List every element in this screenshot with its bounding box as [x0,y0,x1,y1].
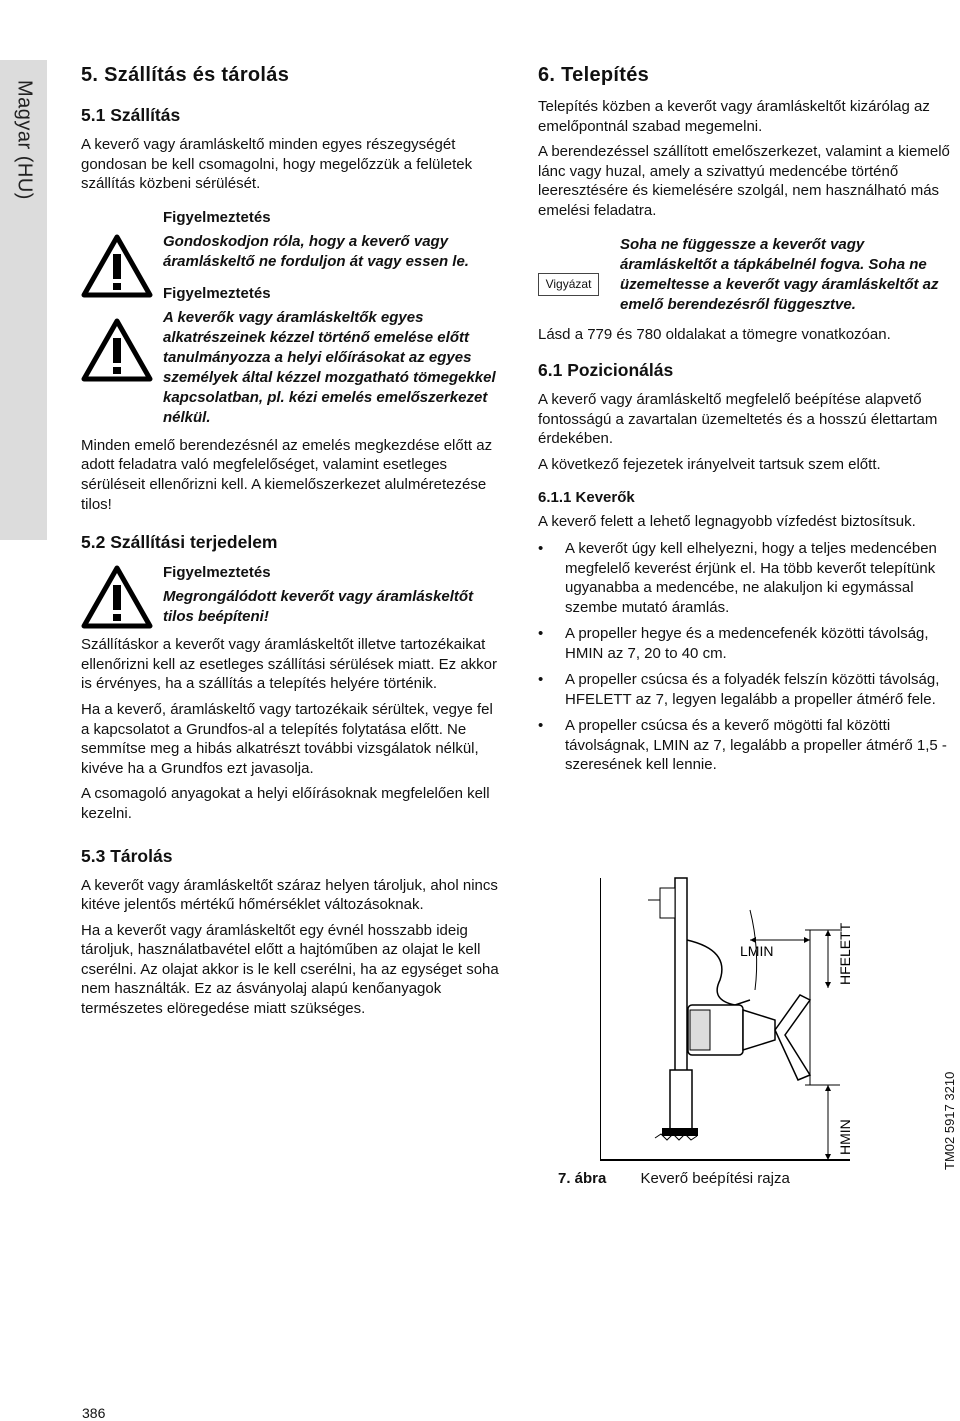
drawing-code: TM02 5917 3210 [942,1071,957,1170]
section-5-1-paragraph-1: A keverő vagy áramláskeltő minden egyes részegységét gondosan be kell csomagolni, hogy megelőzzük a felületek szállítás közbeni sérülését. [81,136,473,193]
caution-block [538,235,958,315]
section-6-1-heading: 6.1 Pozicionálás [538,360,674,381]
section-5-2-paragraph-2: Ha a keverő, áramláskeltő vagy tartozékaik sérültek, vegye fel a kapcsolatot a Grundfos-al a telepítés folytatása előtt. Ne semmítse meg a hibás alkatrészt további vizsgálatok nélkül, kivéve ha a Grundfos ezt javasolja. [81,700,493,777]
list-item: • A propeller hegye és a medencefenék közötti távolság, HMIN az 7, 20 to 40 cm. [538,624,958,663]
section-5-3-heading: 5.3 Tárolás [81,845,173,866]
language-side-tab [0,60,47,540]
list-item: • A propeller csúcsa és a folyadék felszín közötti távolság, HFELETT az 7, legyen legalább a propeller átmérő fele. [538,670,958,709]
section-5-1-paragraph-2: Minden emelő berendezésnél az emelés megkezdése előtt az adott feladatra való megfelelőséget, valamint esetleges sérüléseit ellenőrizni kell. A kiemelőszerkezet alulméretezése tilos! [81,436,493,513]
figure-number: 7. ábra [558,1170,607,1187]
figure-caption [558,1170,790,1187]
warning-block-3 [81,563,501,627]
warning-1-title: Figyelmeztetés [163,208,271,226]
caution-body: Soha ne függessze a keverőt vagy áramláskeltőt a tápkábelnél fogva. Soha ne üzemeltesse a keverőt vagy áramláskeltőt az emelő berendezésről függesztve. [620,235,939,313]
warning-2-body: A keverők vagy áramláskeltők egyes alkatrészeinek kézzel történő emelése előtt tanulmányozza a helyi előírásokat az egyes személyek által kézzel mozgatható tömegekkel kapcsolatban, pl. kézi emelés emelőszerkezet nélkül. [163,308,496,426]
section-6-1-paragraph-2: A következő fejezetek irányelveit tartsuk szem előtt. [538,455,881,473]
section-5-3-paragraph-2: Ha a keverőt vagy áramláskeltőt egy évnél hosszabb ideig tároljuk, használatbavétel előtt a hajtóműben az olajat le kell cserélni. Az olajat akkor is le kell cserélni, ha az egységet soha nem használták. Ez az ásványolaj alapú kenőanyagok természetes elöregedése miatt szükséges. [81,921,499,1018]
section-6-paragraph-2: A berendezéssel szállított emelőszerkezet, valamint a kiemelő lánc vagy huzal, amely a szivattyú medencébe történő leeresztésére és kiemelésére szolgál, nem használható más emelési feladatra. [538,143,950,219]
warning-3-body: Megrongálódott keverőt vagy áramláskeltőt tilos beépíteni! [163,588,474,626]
mixer-installation-drawing [600,870,860,1165]
section-6-paragraph-1: Telepítés közben a keverőt vagy áramláskeltőt kizárólag az emelőpontnál szabad megemelni. [538,98,930,135]
list-item: • A propeller csúcsa és a keverő mögötti fal közötti távolságnak, LMIN az 7, legalább a propeller átmérő 1,5 - szeresének kell lennie. [538,716,958,775]
list-item: • A keverőt úgy kell elhelyezni, hogy a teljes medencében megfelelő keverést érjünk el. Ha több keverőt telepítünk ugyanabba a medencébe, ne alakuljon ki egymással szembe mutató áramlás. [538,539,958,617]
left-column [81,60,501,1025]
warning-triangle-icon [81,565,153,629]
section-5-1-heading: 5.1 Szállítás [81,105,181,125]
section-5-2-paragraph-1: Szállításkor a keverőt vagy áramláskeltőt illetve tartozékaikat ellenőrizni kell az esetleges szállítási sérülések miatt. Ez akkor is érvényes, ha a szállítás a telepítés helyére történik. [81,636,498,693]
warning-3-title: Figyelmeztetés [163,564,271,582]
right-column [538,60,958,782]
warning-triangle-icon [81,318,153,382]
figure-caption-text: Keverő beépítési rajza [640,1170,790,1187]
section-6-paragraph-3: Lásd a 779 és 780 oldalakat a tömegre vonatkozóan. [538,325,891,343]
hfelett-label: HFELETT [837,922,853,985]
section-6-1-1-heading: 6.1.1 Keverők [538,488,635,506]
page-number: 386 [82,1405,106,1421]
warning-1-body: Gondoskodjon róla, hogy a keverő vagy áramláskeltő ne forduljon át vagy essen le. [163,232,469,270]
section-6-1-1-paragraph-1: A keverő felett a lehető legnagyobb vízfedést biztosítsuk. [538,512,916,530]
caution-label: Vigyázat [538,273,599,296]
section-5-2-paragraph-3: A csomagoló anyagokat a helyi előírásoknak megfelelően kell kezelni. [81,785,490,822]
language-label: Magyar (HU) [13,80,36,200]
section-5-2-heading: 5.2 Szállítási terjedelem [81,532,278,553]
warning-2-title: Figyelmeztetés [163,284,271,302]
lmin-label: LMIN [740,943,774,959]
section-5-3-paragraph-1: A keverőt vagy áramláskeltőt száraz helyen tároljuk, ahol nincs kitéve jelentős mértékű hőmérséklet változásoknak. [81,876,498,914]
warning-block-1 [81,208,501,272]
section-6-heading: 6. Telepítés [538,64,650,86]
section-6-1-paragraph-1: A keverő vagy áramláskeltő megfelelő beépítése alapvető fontosságú a zavartalan üzemeltetés és a hosszú élettartam érdekében. [538,391,938,448]
hmin-label: HMIN [837,1119,853,1155]
mixer-guidelines-list [538,539,958,775]
warning-block-2 [81,284,501,428]
section-5-heading: 5. Szállítás és tárolás [81,64,290,86]
